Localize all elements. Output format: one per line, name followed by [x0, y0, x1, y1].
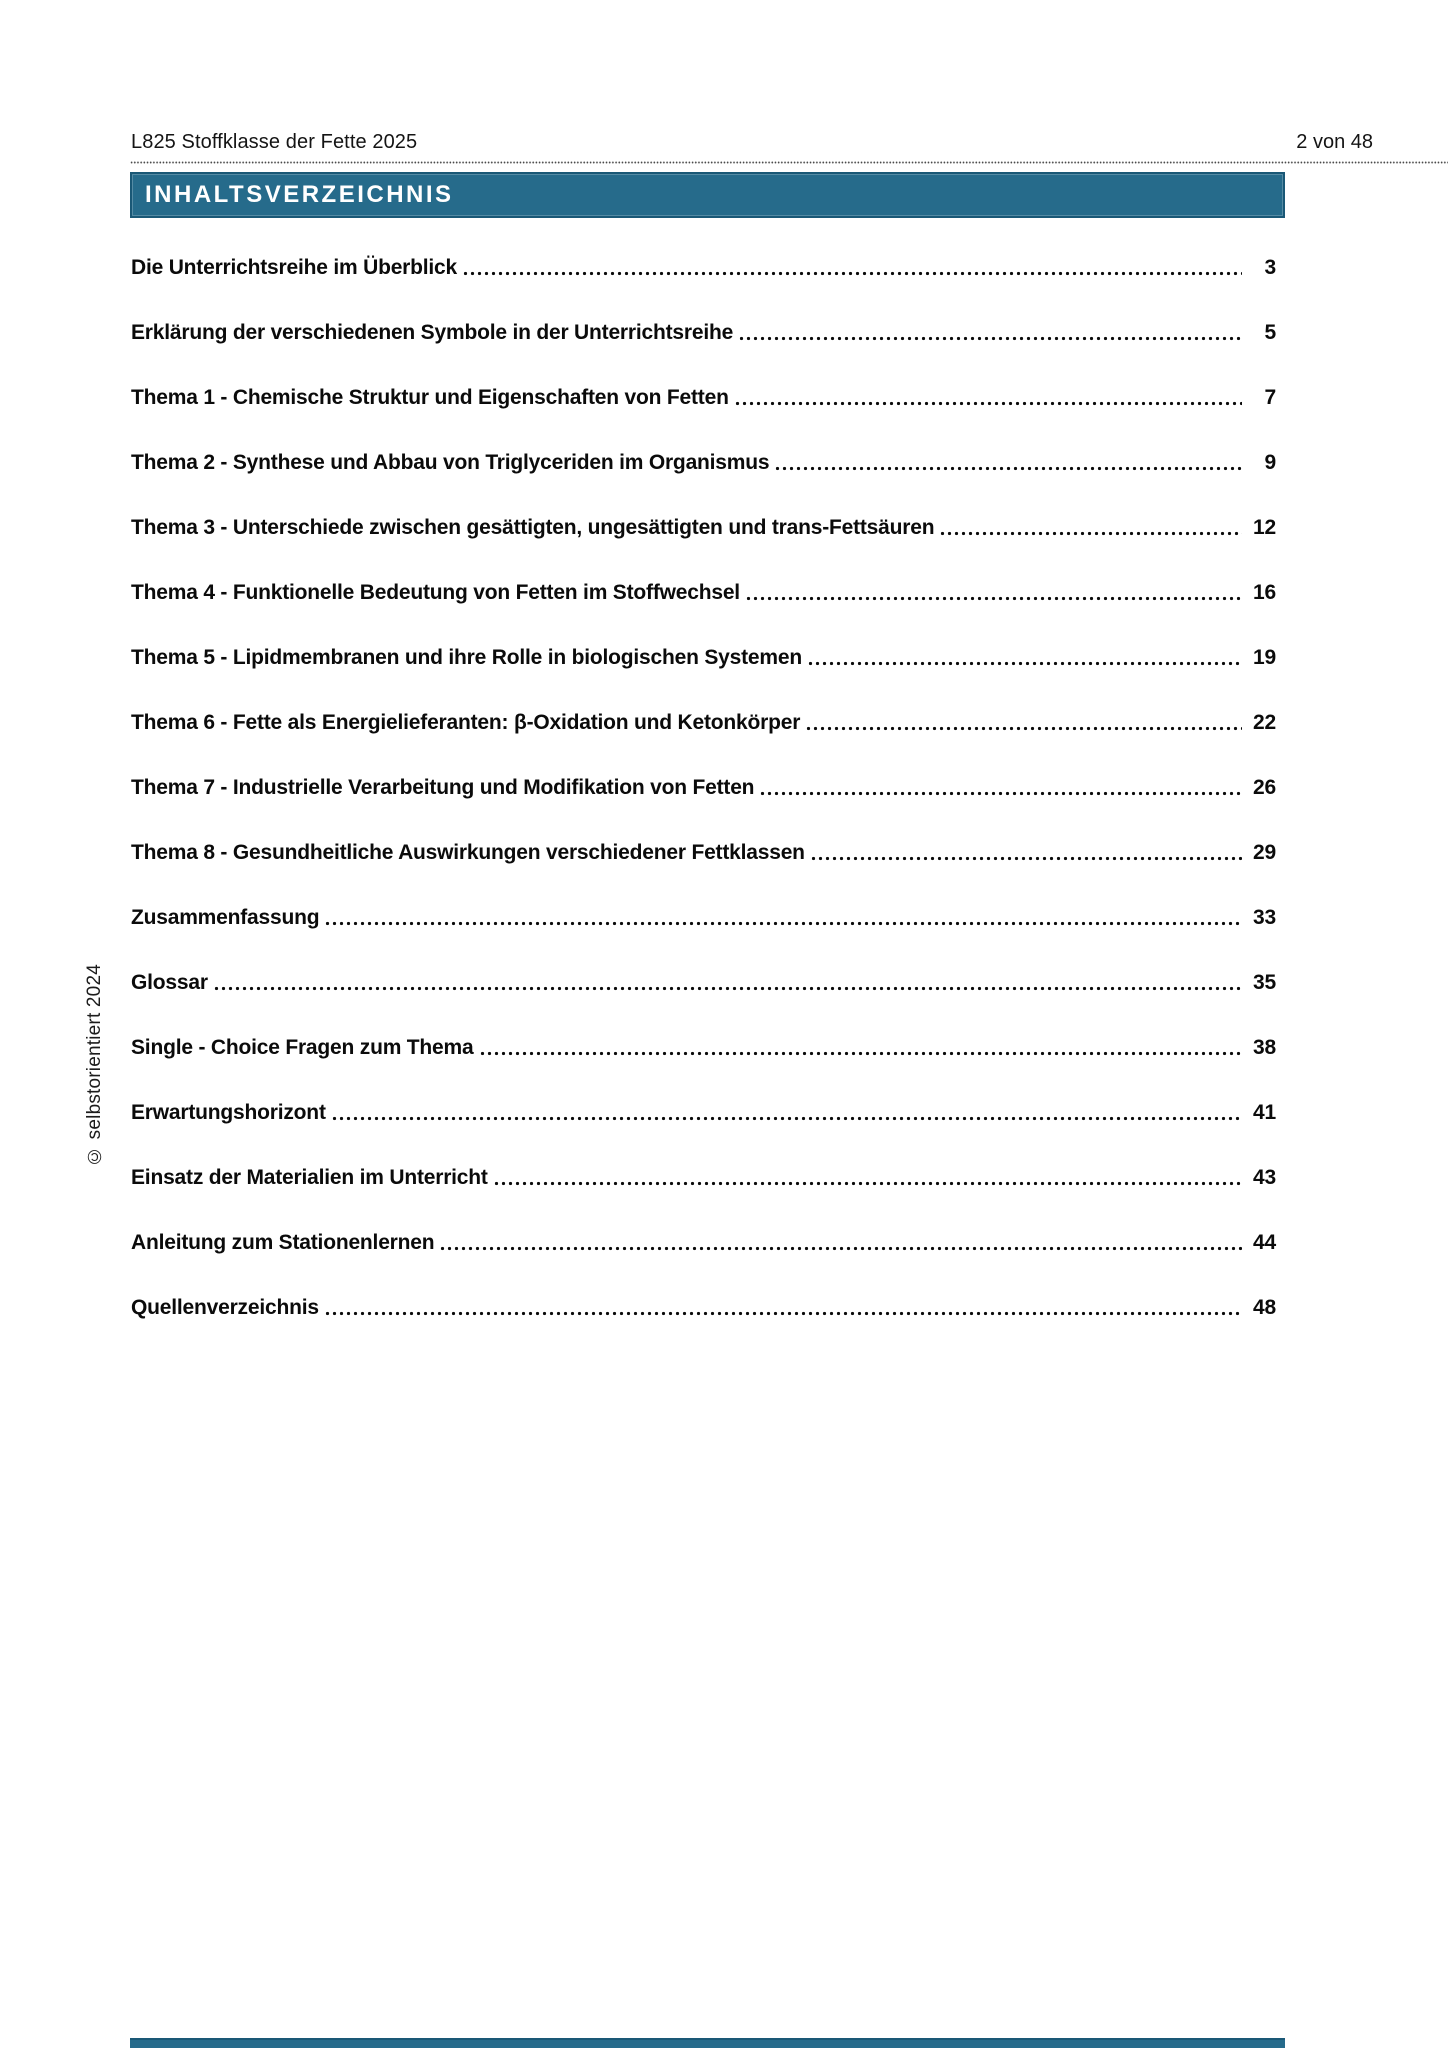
toc-entry-page: 16: [1253, 581, 1276, 604]
toc-entry-page: 12: [1253, 516, 1276, 539]
toc-row: [131, 841, 1276, 864]
toc-row: [131, 516, 1276, 539]
toc-dot-leader: [805, 711, 1242, 734]
toc-entry-page: 19: [1253, 646, 1276, 669]
toc-row: [131, 1296, 1276, 1319]
toc-row: [131, 1166, 1276, 1189]
toc-dot-leader: [939, 516, 1242, 539]
toc-entry-title: Thema 1 - Chemische Struktur und Eigenschaften von Fetten: [131, 386, 729, 409]
toc-entry-page: 43: [1253, 1166, 1276, 1189]
toc-row: [131, 1036, 1276, 1059]
toc-entry-page: 5: [1264, 321, 1276, 344]
toc-entry-title: Thema 5 - Lipidmembranen und ihre Rolle in biologischen Systemen: [131, 646, 802, 669]
toc-entry-title: Erwartungshorizont: [131, 1101, 326, 1124]
toc-row: [131, 776, 1276, 799]
toc-entry-page: 7: [1264, 386, 1276, 409]
toc-entry-title: Thema 7 - Industrielle Verarbeitung und Modifikation von Fetten: [131, 776, 755, 799]
toc-entry-page: 33: [1253, 906, 1276, 929]
toc-row: [131, 1101, 1276, 1124]
toc-entry-page: 35: [1253, 971, 1276, 994]
toc-entry-page: 9: [1264, 451, 1276, 474]
toc-dot-leader: [493, 1166, 1242, 1189]
toc-dot-leader: [734, 386, 1242, 409]
toc-entry-title: Thema 3 - Unterschiede zwischen gesättigten, ungesättigten und trans-Fettsäuren: [131, 516, 935, 539]
toc-entry-title: Einsatz der Materialien im Unterricht: [131, 1166, 488, 1189]
header-page-number: 2 von 48: [1296, 131, 1373, 153]
toc-entry-title: Thema 8 - Gesundheitliche Auswirkungen verschiedener Fettklassen: [131, 841, 805, 864]
toc-row: [131, 971, 1276, 994]
toc-row: [131, 906, 1276, 929]
toc-entry-page: 3: [1264, 256, 1276, 279]
toc-row: [131, 256, 1276, 279]
header-divider: [130, 161, 1448, 164]
toc-entry-page: 38: [1253, 1036, 1276, 1059]
toc-dot-leader: [807, 646, 1242, 669]
toc-entry-title: Thema 2 - Synthese und Abbau von Triglyceriden im Organismus: [131, 451, 770, 474]
header-course-code: L825 Stoffklasse der Fette 2025: [131, 131, 418, 153]
toc-row: [131, 581, 1276, 604]
toc-entry-page: 41: [1253, 1101, 1276, 1124]
toc-entry-page: 48: [1253, 1296, 1276, 1319]
toc-dot-leader: [479, 1036, 1243, 1059]
toc-dot-leader: [462, 256, 1242, 279]
toc-row: [131, 451, 1276, 474]
toc-entry-title: Die Unterrichtsreihe im Überblick: [131, 256, 458, 279]
toc-entry-title: Zusammenfassung: [131, 906, 320, 929]
toc-dot-leader: [774, 451, 1242, 474]
toc-entry-title: Thema 4 - Funktionelle Bedeutung von Fetten im Stoffwechsel: [131, 581, 740, 604]
toc-row: [131, 646, 1276, 669]
toc-entry-page: 44: [1253, 1231, 1276, 1254]
toc-row: [131, 386, 1276, 409]
toc-banner-title: INHALTSVERZEICHNIS: [145, 181, 454, 208]
toc-entry-title: Erklärung der verschiedenen Symbole in der Unterrichtsreihe: [131, 321, 734, 344]
toc-dot-leader: [213, 971, 1242, 994]
toc-dot-leader: [810, 841, 1242, 864]
toc-entry-title: Thema 6 - Fette als Energielieferanten: β-Oxidation und Ketonkörper: [131, 711, 801, 734]
toc-dot-leader: [738, 321, 1242, 344]
toc-entry-title: Single - Choice Fragen zum Thema: [131, 1036, 474, 1059]
toc-entry-page: 22: [1253, 711, 1276, 734]
toc-entry-title: Glossar: [131, 971, 208, 994]
toc-dot-leader: [324, 1296, 1242, 1319]
toc-banner: [130, 172, 1285, 218]
copyright-watermark: © selbstorientiert 2024: [84, 964, 105, 1166]
toc-dot-leader: [759, 776, 1242, 799]
toc-row: [131, 1231, 1276, 1254]
next-page-banner-edge: [130, 2038, 1285, 2048]
toc-entry-page: 29: [1253, 841, 1276, 864]
toc-entry-title: Anleitung zum Stationenlernen: [131, 1231, 435, 1254]
toc-list: [131, 256, 1276, 1361]
toc-dot-leader: [324, 906, 1242, 929]
toc-entry-page: 26: [1253, 776, 1276, 799]
toc-entry-title: Quellenverzeichnis: [131, 1296, 319, 1319]
toc-row: [131, 711, 1276, 734]
toc-dot-leader: [745, 581, 1242, 604]
toc-dot-leader: [331, 1101, 1242, 1124]
toc-dot-leader: [439, 1231, 1242, 1254]
toc-row: [131, 321, 1276, 344]
